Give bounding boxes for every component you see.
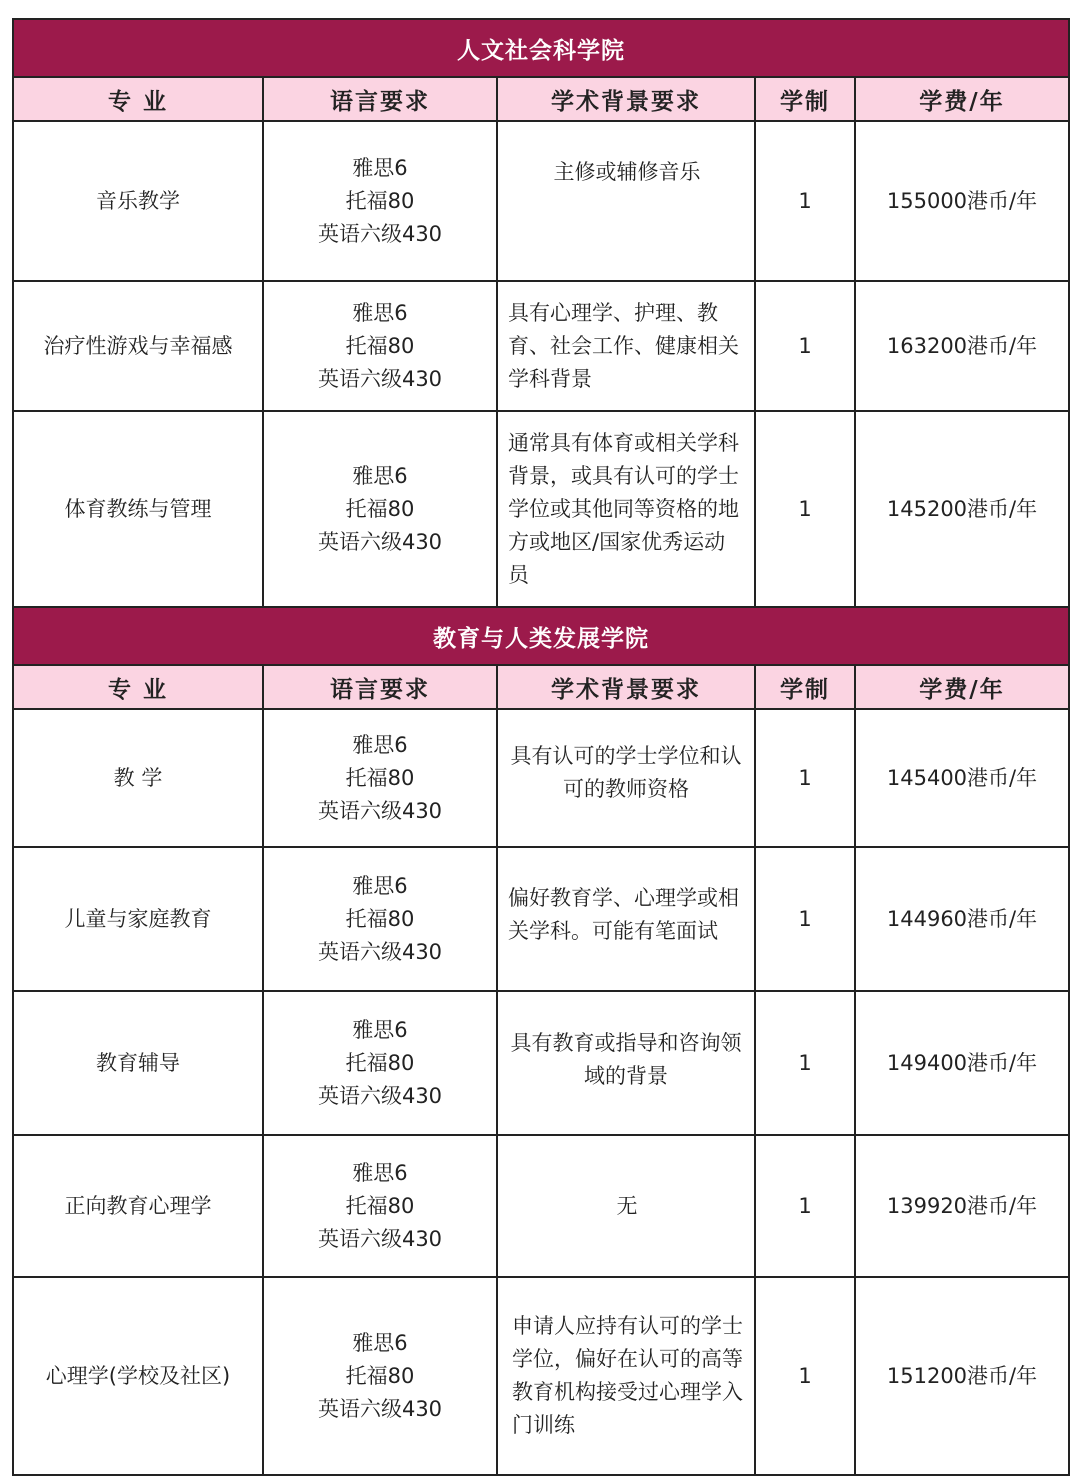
language-cell — [263, 121, 497, 281]
lang-cet6: 英语六级430 — [317, 221, 443, 246]
col-header-duration: 学制 — [755, 77, 855, 121]
major-cell: 教育辅导 — [13, 991, 263, 1135]
table-row — [13, 281, 1069, 411]
lang-ielts: 雅思6 — [352, 1160, 408, 1185]
col-header-background: 学术背景要求 — [497, 665, 755, 709]
language-cell — [263, 1277, 497, 1475]
col-header-fee: 学费/年 — [855, 77, 1069, 121]
col-header-duration: 学制 — [755, 665, 855, 709]
lang-ielts: 雅思6 — [352, 873, 408, 898]
section-header — [13, 607, 1069, 665]
lang-cet6: 英语六级430 — [317, 798, 443, 823]
table-row — [13, 1135, 1069, 1277]
fee-cell: 163200港币/年 — [855, 281, 1069, 411]
lang-toefl: 托福80 — [345, 1050, 415, 1075]
column-header-row — [13, 665, 1069, 709]
duration-cell: 1 — [755, 411, 855, 607]
language-cell — [263, 411, 497, 607]
lang-cet6: 英语六级430 — [317, 366, 443, 391]
lang-toefl: 托福80 — [345, 188, 415, 213]
duration-cell: 1 — [755, 709, 855, 847]
col-header-major: 专 业 — [13, 665, 263, 709]
table-row — [13, 121, 1069, 281]
duration-cell: 1 — [755, 991, 855, 1135]
duration-cell: 1 — [755, 1135, 855, 1277]
lang-ielts: 雅思6 — [352, 1017, 408, 1042]
fee-cell: 151200港币/年 — [855, 1277, 1069, 1475]
language-cell — [263, 709, 497, 847]
lang-toefl: 托福80 — [345, 906, 415, 931]
table-row — [13, 847, 1069, 991]
lang-toefl: 托福80 — [345, 1363, 415, 1388]
section-title: 教育与人类发展学院 — [13, 607, 1069, 665]
lang-ielts: 雅思6 — [352, 1330, 408, 1355]
major-cell: 儿童与家庭教育 — [13, 847, 263, 991]
lang-cet6: 英语六级430 — [317, 529, 443, 554]
lang-toefl: 托福80 — [345, 333, 415, 358]
lang-ielts: 雅思6 — [352, 732, 408, 757]
language-cell — [263, 281, 497, 411]
lang-toefl: 托福80 — [345, 1193, 415, 1218]
background-cell: 具有心理学、护理、教育、社会工作、健康相关学科背景 — [497, 281, 755, 411]
fee-cell: 149400港币/年 — [855, 991, 1069, 1135]
col-header-fee: 学费/年 — [855, 665, 1069, 709]
section-title: 人文社会科学院 — [13, 19, 1069, 77]
major-cell: 教 学 — [13, 709, 263, 847]
duration-cell: 1 — [755, 1277, 855, 1475]
background-cell: 主修或辅修音乐 — [497, 121, 755, 281]
background-cell: 通常具有体育或相关学科背景，或具有认可的学士学位或其他同等资格的地方或地区/国家优秀运动员 — [497, 411, 755, 607]
duration-cell: 1 — [755, 847, 855, 991]
lang-ielts: 雅思6 — [352, 463, 408, 488]
program-table — [12, 18, 1070, 1476]
background-cell: 申请人应持有认可的学士学位，偏好在认可的高等教育机构接受过心理学入门训练 — [497, 1277, 755, 1475]
col-header-language: 语言要求 — [263, 77, 497, 121]
language-cell — [263, 991, 497, 1135]
background-cell: 具有教育或指导和咨询领域的背景 — [497, 991, 755, 1135]
table-row — [13, 1277, 1069, 1475]
major-cell: 正向教育心理学 — [13, 1135, 263, 1277]
lang-ielts: 雅思6 — [352, 300, 408, 325]
table-row — [13, 991, 1069, 1135]
table-row — [13, 411, 1069, 607]
fee-cell: 145200港币/年 — [855, 411, 1069, 607]
lang-cet6: 英语六级430 — [317, 1083, 443, 1108]
fee-cell: 144960港币/年 — [855, 847, 1069, 991]
lang-cet6: 英语六级430 — [317, 1226, 443, 1251]
column-header-row — [13, 77, 1069, 121]
table-row — [13, 709, 1069, 847]
language-cell — [263, 1135, 497, 1277]
lang-toefl: 托福80 — [345, 496, 415, 521]
section-header — [13, 19, 1069, 77]
major-cell: 治疗性游戏与幸福感 — [13, 281, 263, 411]
lang-ielts: 雅思6 — [352, 155, 408, 180]
fee-cell: 155000港币/年 — [855, 121, 1069, 281]
background-cell: 具有认可的学士学位和认可的教师资格 — [497, 709, 755, 847]
duration-cell: 1 — [755, 121, 855, 281]
duration-cell: 1 — [755, 281, 855, 411]
major-cell: 音乐教学 — [13, 121, 263, 281]
major-cell: 心理学(学校及社区) — [13, 1277, 263, 1475]
col-header-background: 学术背景要求 — [497, 77, 755, 121]
program-table-container — [12, 18, 1068, 1476]
background-cell: 无 — [497, 1135, 755, 1277]
fee-cell: 139920港币/年 — [855, 1135, 1069, 1277]
lang-cet6: 英语六级430 — [317, 939, 443, 964]
major-cell: 体育教练与管理 — [13, 411, 263, 607]
col-header-major: 专 业 — [13, 77, 263, 121]
col-header-language: 语言要求 — [263, 665, 497, 709]
fee-cell: 145400港币/年 — [855, 709, 1069, 847]
language-cell — [263, 847, 497, 991]
lang-cet6: 英语六级430 — [317, 1396, 443, 1421]
lang-toefl: 托福80 — [345, 765, 415, 790]
background-cell: 偏好教育学、心理学或相关学科。可能有笔面试 — [497, 847, 755, 991]
